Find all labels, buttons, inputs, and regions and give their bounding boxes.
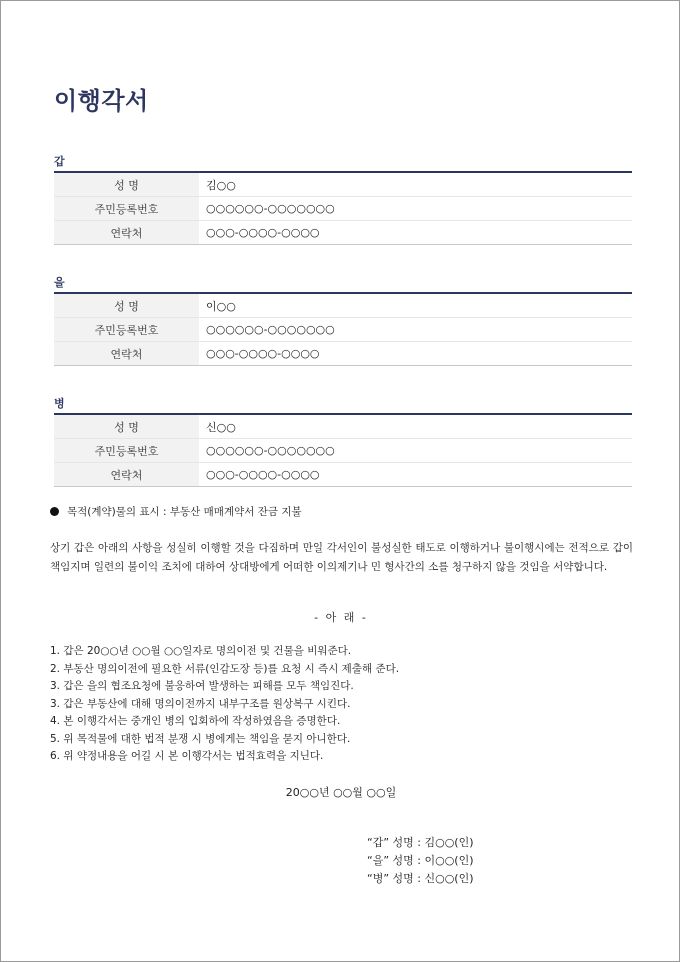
document-date: 20○○년 ○○월 ○○일	[285, 786, 397, 799]
subject-text: 목적(계약)물의 표시 : 부동산 매매계약서 잔금 지불	[67, 506, 302, 518]
table-row	[54, 414, 632, 439]
contact-label: 연락처	[54, 221, 199, 245]
id-number-label: 주민등록번호	[54, 197, 199, 221]
document-title: 이행각서	[54, 87, 149, 115]
party-table-gap	[54, 171, 632, 245]
table-row	[54, 197, 632, 221]
pledge-paragraph: 상기 갑은 아래의 사항을 성실히 이행할 것을 다짐하며 만일 각서인이 불성실한 태도로 이행하거나 불이행시에는 전적으로 갑이 책임지며 일련의 불이익 조치에 대하여 상대방에게 어떠한 이의제기나 민 형사간의 소를 청구하지 않을 것임을 서약합니다.	[50, 542, 633, 573]
signature-eul: “을” 성명 : 이○○(인)	[367, 854, 474, 867]
signature-byeong: “병” 성명 : 신○○(인)	[367, 872, 474, 885]
table-row	[54, 293, 632, 318]
table-row	[54, 318, 632, 342]
name-value: 이○○	[199, 293, 632, 318]
id-number-label: 주민등록번호	[54, 439, 199, 463]
name-label: 성 명	[54, 293, 199, 318]
clause-list	[50, 643, 399, 766]
list-item: 6. 위 약정내용을 어길 시 본 이행각서는 법적효력을 지닌다.	[50, 750, 324, 762]
id-number-value: ○○○○○○-○○○○○○○	[199, 439, 632, 463]
table-row	[54, 342, 632, 366]
name-value: 신○○	[199, 414, 632, 439]
table-row	[54, 221, 632, 245]
id-number-label: 주민등록번호	[54, 318, 199, 342]
contact-value: ○○○-○○○○-○○○○	[206, 468, 320, 481]
signature-gap: “갑” 성명 : 김○○(인)	[367, 836, 474, 849]
list-item: 3. 갑은 을의 협조요청에 불응하여 발생하는 피해를 모두 책임진다.	[50, 680, 354, 692]
contact-value: ○○○-○○○○-○○○○	[206, 347, 320, 360]
party-label-byeong: 병	[54, 397, 65, 410]
name-label: 성 명	[54, 414, 199, 439]
id-number-value: ○○○○○○-○○○○○○○	[199, 318, 632, 342]
list-item: 1. 갑은 20○○년 ○○월 ○○일자로 명의이전 및 건물을 비워준다.	[50, 645, 352, 657]
list-item: 4. 본 이행각서는 중개인 병의 입회하에 작성하였음을 증명한다.	[50, 715, 341, 727]
party-label-eul: 을	[54, 276, 65, 289]
subject-line	[50, 504, 302, 519]
bullet-icon	[50, 507, 59, 516]
table-row	[54, 172, 632, 197]
signature-block	[367, 834, 474, 888]
id-number-value: ○○○○○○-○○○○○○○	[199, 197, 632, 221]
contact-label: 연락처	[54, 463, 199, 487]
name-label: 성 명	[54, 172, 199, 197]
party-table-byeong	[54, 413, 632, 487]
section-heading: - 아 래 -	[314, 611, 368, 624]
party-label-gap: 갑	[54, 155, 65, 168]
party-table-eul	[54, 292, 632, 366]
list-item: 5. 위 목적물에 대한 법적 분쟁 시 병에게는 책임을 묻지 아니한다.	[50, 732, 351, 745]
name-value: 김○○	[199, 172, 632, 197]
list-item: 2. 부동산 명의이전에 필요한 서류(인감도장 등)를 요청 시 즉시 제출해 준다.	[50, 662, 400, 675]
table-row	[54, 463, 632, 487]
contact-label: 연락처	[54, 342, 199, 366]
table-row	[54, 439, 632, 463]
contact-value: ○○○-○○○○-○○○○	[206, 226, 320, 239]
list-item: 3. 갑은 부동산에 대해 명의이전까지 내부구조를 원상복구 시킨다.	[50, 697, 351, 710]
